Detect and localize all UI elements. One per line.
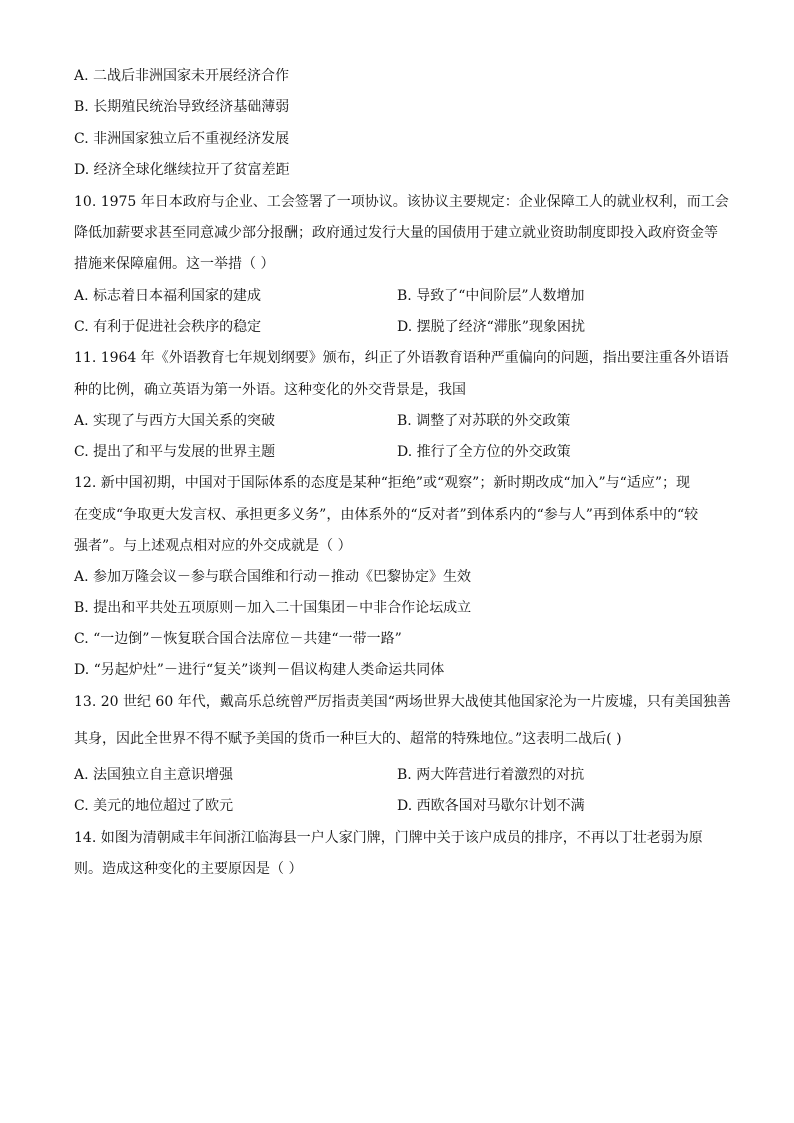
q13-option-d: D. 西欧各国对马歇尔计划不满 (397, 798, 585, 814)
q12-option-a: A. 参加万隆会议－参与联合国维和行动－推动《巴黎协定》生效 (74, 569, 472, 585)
q13-option-c: C. 美元的地位超过了欧元 (74, 798, 234, 814)
q13-option-b: B. 两大阵营进行着激烈的对抗 (397, 767, 585, 783)
q13-stem-line-2: 其身，因此全世界不得不赋予美国的货币一种巨大的、超常的特殊地位。”这表明二战后( ) (74, 731, 622, 747)
q9-option-c: C. 非洲国家独立后不重视经济发展 (74, 131, 290, 147)
q12-option-d: D. “另起炉灶”－进行“复关”谈判－倡议构建人类命运共同体 (74, 662, 445, 678)
q10-stem-line-2: 降低加薪要求甚至同意减少部分报酬；政府通过发行大量的国债用于建立就业资助制度即投入政府资金等 (74, 225, 718, 241)
q11-option-b: B. 调整了对苏联的外交政策 (397, 413, 571, 429)
q9-option-a: A. 二战后非洲国家未开展经济合作 (74, 68, 290, 84)
q10-option-a: A. 标志着日本福利国家的建成 (74, 288, 262, 304)
q12-stem-line-2: 在变成“争取更大发言权、承担更多义务”，由体系外的“反对者”到体系内的“参与人”再到体系中的“较 (74, 507, 699, 523)
q14-stem-line-2: 则。造成这种变化的主要原因是（ ） (74, 861, 303, 877)
q11-option-d: D. 推行了全方位的外交政策 (397, 444, 571, 460)
q10-option-c: C. 有利于促进社会秩序的稳定 (74, 319, 262, 335)
q10-option-d: D. 摆脱了经济“滞胀”现象困扰 (397, 319, 585, 335)
q11-stem-line-2: 种的比例，确立英语为第一外语。这种变化的外交背景是，我国 (74, 382, 466, 398)
q12-option-b: B. 提出和平共处五项原则－加入二十国集团－中非合作论坛成立 (74, 600, 472, 616)
q9-option-b: B. 长期殖民统治导致经济基础薄弱 (74, 99, 290, 115)
q12-stem-line-1: 12. 新中国初期，中国对于国际体系的态度是某种“拒绝”或“观察”；新时期改成“加入”与“适应”；现 (74, 475, 690, 491)
q9-option-d: D. 经济全球化继续拉开了贫富差距 (74, 162, 290, 178)
q11-option-c: C. 提出了和平与发展的世界主题 (74, 444, 276, 460)
q12-stem-line-3: 强者”。与上述观点相对应的外交成就是（ ） (74, 538, 352, 554)
q13-option-a: A. 法国独立自主意识增强 (74, 767, 234, 783)
q11-option-a: A. 实现了与西方大国关系的突破 (74, 413, 276, 429)
q12-option-c: C. “一边倒”－恢复联合国合法席位－共建“一带一路” (74, 631, 402, 647)
q10-stem-line-3: 措施来保障雇佣。这一举措（ ） (74, 256, 275, 272)
q10-stem-line-1: 10. 1975 年日本政府与企业、工会签署了一项协议。该协议主要规定：企业保障工人的就业权利，而工会 (74, 194, 729, 210)
q14-stem-line-1: 14. 如图为清朝咸丰年间浙江临海县一户人家门牌，门牌中关于该户成员的排序，不再以丁壮老弱为原 (74, 830, 703, 846)
q10-option-b: B. 导致了“中间阶层”人数增加 (397, 288, 585, 304)
q13-stem-line-1: 13. 20 世纪 60 年代，戴高乐总统曾严厉指责美国“两场世界大战使其他国家沦为一片废墟，只有美国独善 (74, 694, 731, 710)
q11-stem-line-1: 11. 1964 年《外语教育七年规划纲要》颁布，纠正了外语教育语种严重偏向的问题，指出要注重各外语语 (74, 350, 729, 366)
